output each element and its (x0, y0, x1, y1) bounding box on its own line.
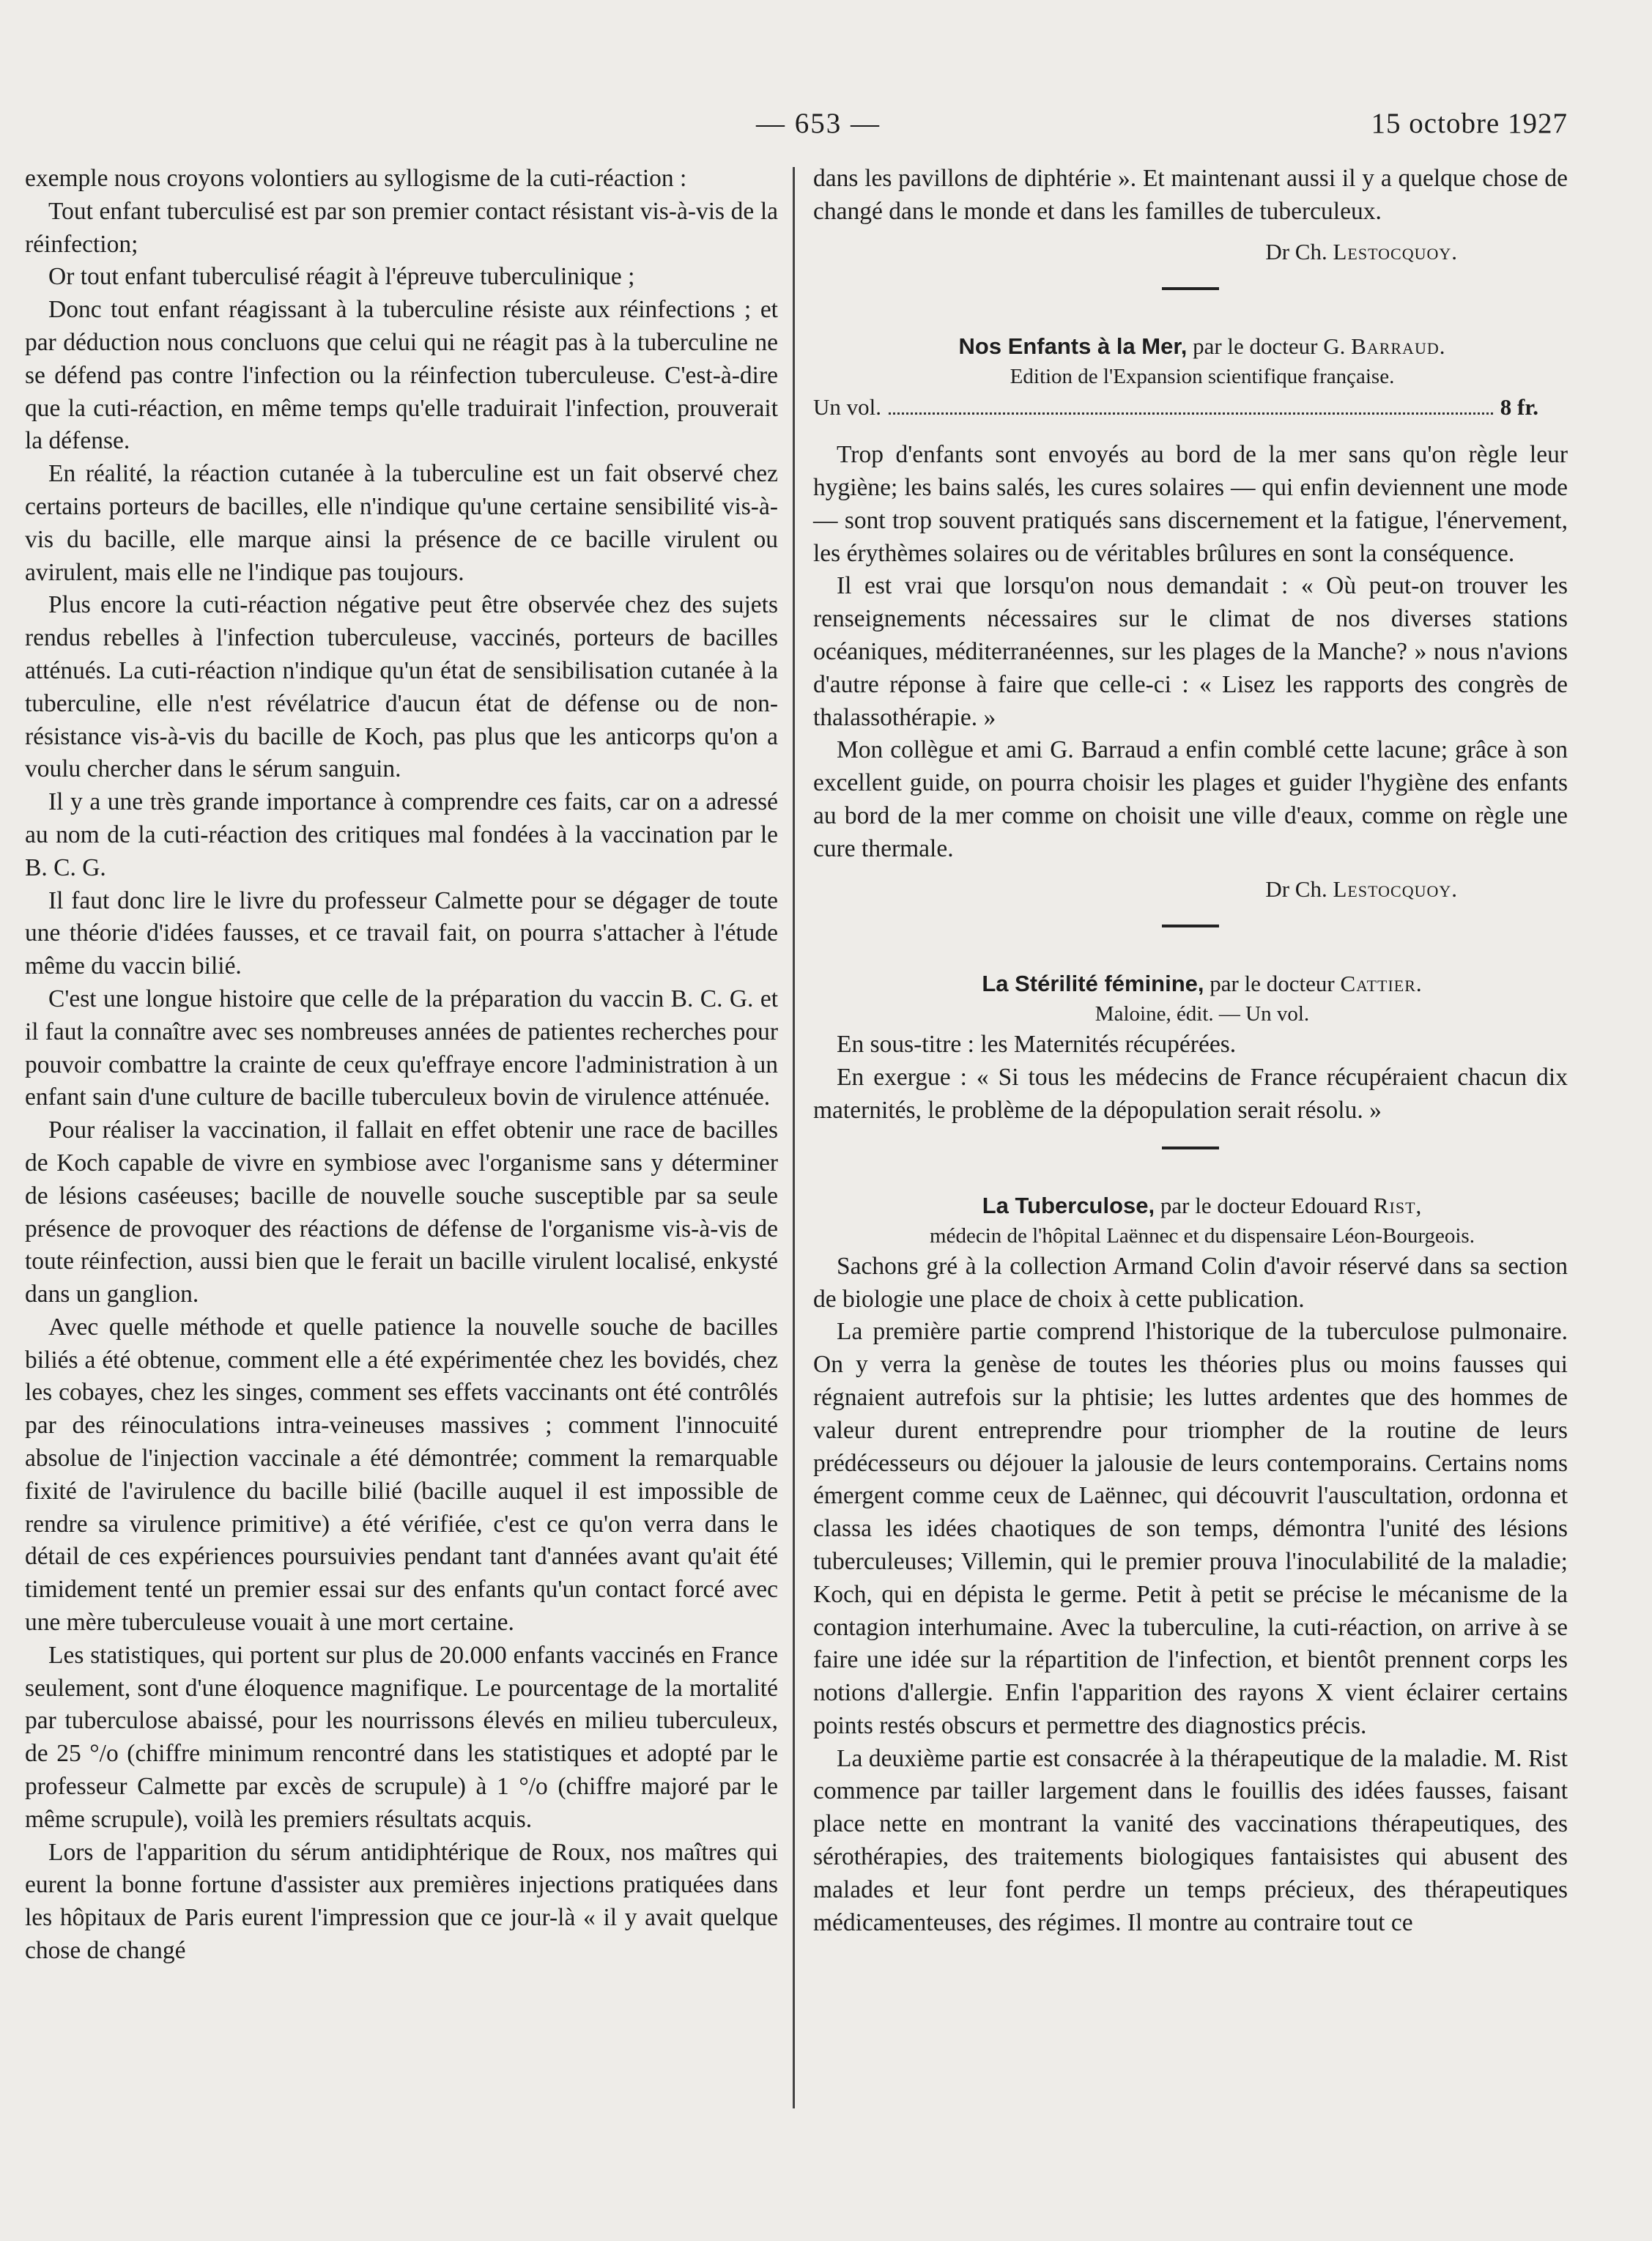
paragraph: Mon collègue et ami G. Barraud a enfin comblé cette lacune; grâce à son excellent guide, on pourra choisir les plages et guider l'hygiène des enfants au bord de la mer comme on choisit une ville d'eaux, comme on règle une cure thermale. (813, 736, 1568, 862)
signature-name: Lestocquoy. (1333, 875, 1458, 902)
paragraph: Plus encore la cuti-réaction négative peut être observée chez des sujets rendus rebelles à l'infection tuberculeuse, vaccinés, porteurs de bacilles atténués. La cuti-réaction n'indique qu'un état de sensibilisation cutanée à la tuberculine, elle n'est révélatrice d'aucun état de défense ou de non-résistance vis-à-vis du bacille de Koch, pas plus que les anticorps qu'on a voulu chercher dans le sérum sanguin. (25, 591, 778, 783)
book-title: La Tuberculose, (982, 1192, 1155, 1218)
publisher: Maloine, édit. — Un vol. (1094, 1002, 1310, 1026)
author-prefix: par le docteur (1204, 971, 1341, 997)
page-date: 15 octobre 1927 (1371, 108, 1568, 139)
paragraph: Les statistiques, qui portent sur plus de 20.000 enfants vaccinés en France seulement, sont d'une éloquence magnifique. Le pourcentage de la mortalité par tuberculose abaissé, pour les nourrissons élevés en milieu tuberculeux, de 25 °/o (chiffre minimum rencontré dans les statistiques et adopté par le professeur Calmette par excès de scrupule) à 1 °/o (chiffre majoré par le même scrupule), voilà les premiers résultats acquis. (25, 1641, 778, 1833)
paragraph: Il faut donc lire le livre du professeur Calmette pour se dégager de toute une théorie d'idées fausses, et ce travail fait, on pourra s'attacher à l'étude même du vaccin bilié. (25, 886, 778, 980)
paragraph: Or tout enfant tuberculisé réagit à l'épreuve tuberculinique ; (48, 263, 635, 291)
book-title: La Stérilité féminine, (982, 971, 1204, 997)
author-name: Cattier. (1340, 971, 1423, 997)
paragraph: C'est une longue histoire que celle de la préparation du vaccin B. C. G. et il faut la connaître avec ses nombreuses années de patientes recherches pour pouvoir combattre la crainte de ceux qu'effraye encore l'administration à un enfant sain d'une culture de bacille tuberculeux bovin de virulence atténuée. (25, 985, 778, 1111)
page-header (29, 107, 1568, 144)
price: 8 fr. (1500, 394, 1538, 421)
signature (813, 236, 1458, 269)
column-divider (793, 167, 795, 2108)
paragraph: Il est vrai que lorsqu'on nous demandait : « Où peut-on trouver les renseignements nécessaires sur le climat de nos diverses stations océaniques, méditerranéennes, sur les plages de la Manche? » nous n'avions d'autre réponse à faire que celle-ci : « Lisez les rapports des congrès de thalassothérapie. » (813, 572, 1568, 731)
section-rule (1162, 287, 1219, 290)
publisher: Edition de l'Expansion scientifique française. (1010, 365, 1395, 389)
signature-name: Lestocquoy. (1333, 238, 1458, 264)
section-rule (1162, 1147, 1219, 1149)
author-name: Barraud. (1351, 333, 1446, 360)
signature-prefix: Dr Ch. (1265, 875, 1333, 902)
paragraph: Donc tout enfant réagissant à la tuberculine résiste aux réinfections ; et par déduction nous concluons que celui qui ne réagit pas à la tuberculine ne se défend pas contre l'infection ou la réinfection tuberculeuse. C'est-à-dire que la cuti-réaction, en même temps qu'elle traduirait l'infection, prouverait la défense. (25, 296, 778, 455)
paragraph: Tout enfant tuberculisé est par son premier contact résistant vis-à-vis de la réinfection; (25, 197, 778, 258)
signature (813, 873, 1458, 906)
paragraph: En réalité, la réaction cutanée à la tuberculine est un fait observé chez certains porteurs de bacilles, elle n'indique qu'une certaine sensibilité vis-à-vis du bacille, elle marque ainsi la présence de ce bacille virulent ou avirulent, mais elle ne l'indique pas toujours. (25, 460, 778, 586)
paragraph: Trop d'enfants sont envoyés au bord de la mer sans qu'on règle leur hygiène; les bains salés, les cures solaires — qui enfin deviennent une mode — sont trop souvent pratiqués sans discernement et la fatigue, l'énervement, les érythèmes solaires ou de véritables brûlures en sont la conséquence. (813, 441, 1568, 567)
dot-leader (889, 412, 1493, 415)
author-prefix: par le docteur G. (1187, 333, 1352, 360)
paragraph: En sous-titre : les Maternités récupérées. (837, 1031, 1237, 1059)
paragraph: La deuxième partie est consacrée à la thérapeutique de la maladie. M. Rist commence par tailler largement dans le fouillis des idées fausses, faisant place nette en montrant la vanité des vaccinations thérapeutiques, des sérothérapies, des traitements biologiques fantaisistes qui abusent des malades et leur font perdre un temps précieux, des thérapeutiques médicamenteuses, des régimes. Il montre au contraire tout ce (813, 1744, 1568, 1936)
review-title (813, 331, 1568, 362)
signature-prefix: Dr Ch. (1265, 238, 1333, 264)
publisher: médecin de l'hôpital Laënnec et du dispensaire Léon-Bourgeois. (930, 1223, 1475, 1248)
paragraph: Sachons gré à la collection Armand Colin d'avoir réservé dans sa section de biologie une place de choix à cette publication. (813, 1252, 1568, 1313)
paragraph: Lors de l'apparition du sérum antidiphtérique de Roux, nos maîtres qui eurent la bonne fortune d'assister aux premières injections pratiquées dans les hôpitaux de Paris eurent l'impression que ce jour-là « il y avait quelque chose de changé (25, 1838, 778, 1965)
paragraph: Avec quelle méthode et quelle patience la nouvelle souche de bacilles biliés a été obtenue, comment elle a été expérimentée chez les bovidés, chez les cobayes, chez les singes, comment ses effets vaccinants ont été contrôlés par des réinoculations intra-veineuses massives ; comment l'innocuité absolue de l'injection vaccinale a été démontrée; comment la remarquable fixité de l'avirulence du bacille bilié (bacille auquel il est impossible de rendre sa virulence primitive) a été vérifiée, c'est ce qu'on verra dans le détail de ces expériences poursuivies pendant tant d'années avant qu'ait été timidement tenté un premier essai sur des enfants qu'un contact forcé avec une mère tuberculeuse vouait à une mort certaine. (25, 1313, 778, 1637)
right-column (813, 163, 1568, 1939)
paragraph: dans les pavillons de diphtérie ». Et maintenant aussi il y a quelque chose de changé dans le monde et dans les familles de tuberculeux. (813, 165, 1568, 225)
paragraph: En exergue : « Si tous les médecins de France récupéraient chacun dix maternités, le problème de la dépopulation serait résolu. » (813, 1064, 1568, 1124)
paragraph: La première partie comprend l'historique de la tuberculose pulmonaire. On y verra la genèse de toutes les théories plus ou moins fausses qui régnaient autrefois sur la phtisie; les luttes ardentes que des hommes de valeur durent entreprendre pour triompher de la routine de leurs prédécesseurs ou déjouer la jalousie de leurs contemporains. Certains noms émergent comme ceux de Laënnec, qui découvrit l'auscultation, ordonna et classa les idées chaotiques de son temps, démontra l'unité des lésions tuberculeuses; Villemin, qui le premier prouva l'inoculabilité de la maladie; Koch, qui en dépista le germe. Petit à petit se précise le mécanisme de la contagion interhumaine. Avec la tuberculine, la cuti-réaction, on arrive à se faire une idée sur la répartition de l'infection, et bientôt prennent corps les notions d'allergie. Enfin l'apparition des rayons X vient éclairer certains points restés obscurs et permettre des diagnostics précis. (813, 1318, 1568, 1739)
author-name: Rist, (1373, 1192, 1423, 1218)
book-title: Nos Enfants à la Mer, (958, 333, 1188, 360)
author-prefix: par le docteur Edouard (1155, 1192, 1374, 1218)
review-title (813, 1190, 1568, 1221)
section-rule (1162, 925, 1219, 927)
review-title (813, 968, 1568, 999)
volume-label: Un vol. (813, 394, 881, 421)
paragraph: Il y a une très grande importance à comprendre ces faits, car on a adressé au nom de la cuti-réaction des critiques mal fondées à la vaccination par le B. C. G. (25, 788, 778, 881)
left-column (25, 163, 778, 1968)
page-number: — 653 — (756, 108, 881, 139)
paragraph: exemple nous croyons volontiers au syllogisme de la cuti-réaction : (25, 165, 687, 192)
paragraph: Pour réaliser la vaccination, il fallait en effet obtenir une race de bacilles de Koch capable de vivre en symbiose avec l'organisme sans y déterminer de lésions caséeuses; bacille de nouvelle souche susceptible par sa seule présence de provoquer des réactions de défense de l'organisme vis-à-vis de toute réinfection, aussi bien que le ferait un bacille virulent localisé, enkysté dans un ganglion. (25, 1116, 778, 1308)
price-line (813, 391, 1568, 424)
